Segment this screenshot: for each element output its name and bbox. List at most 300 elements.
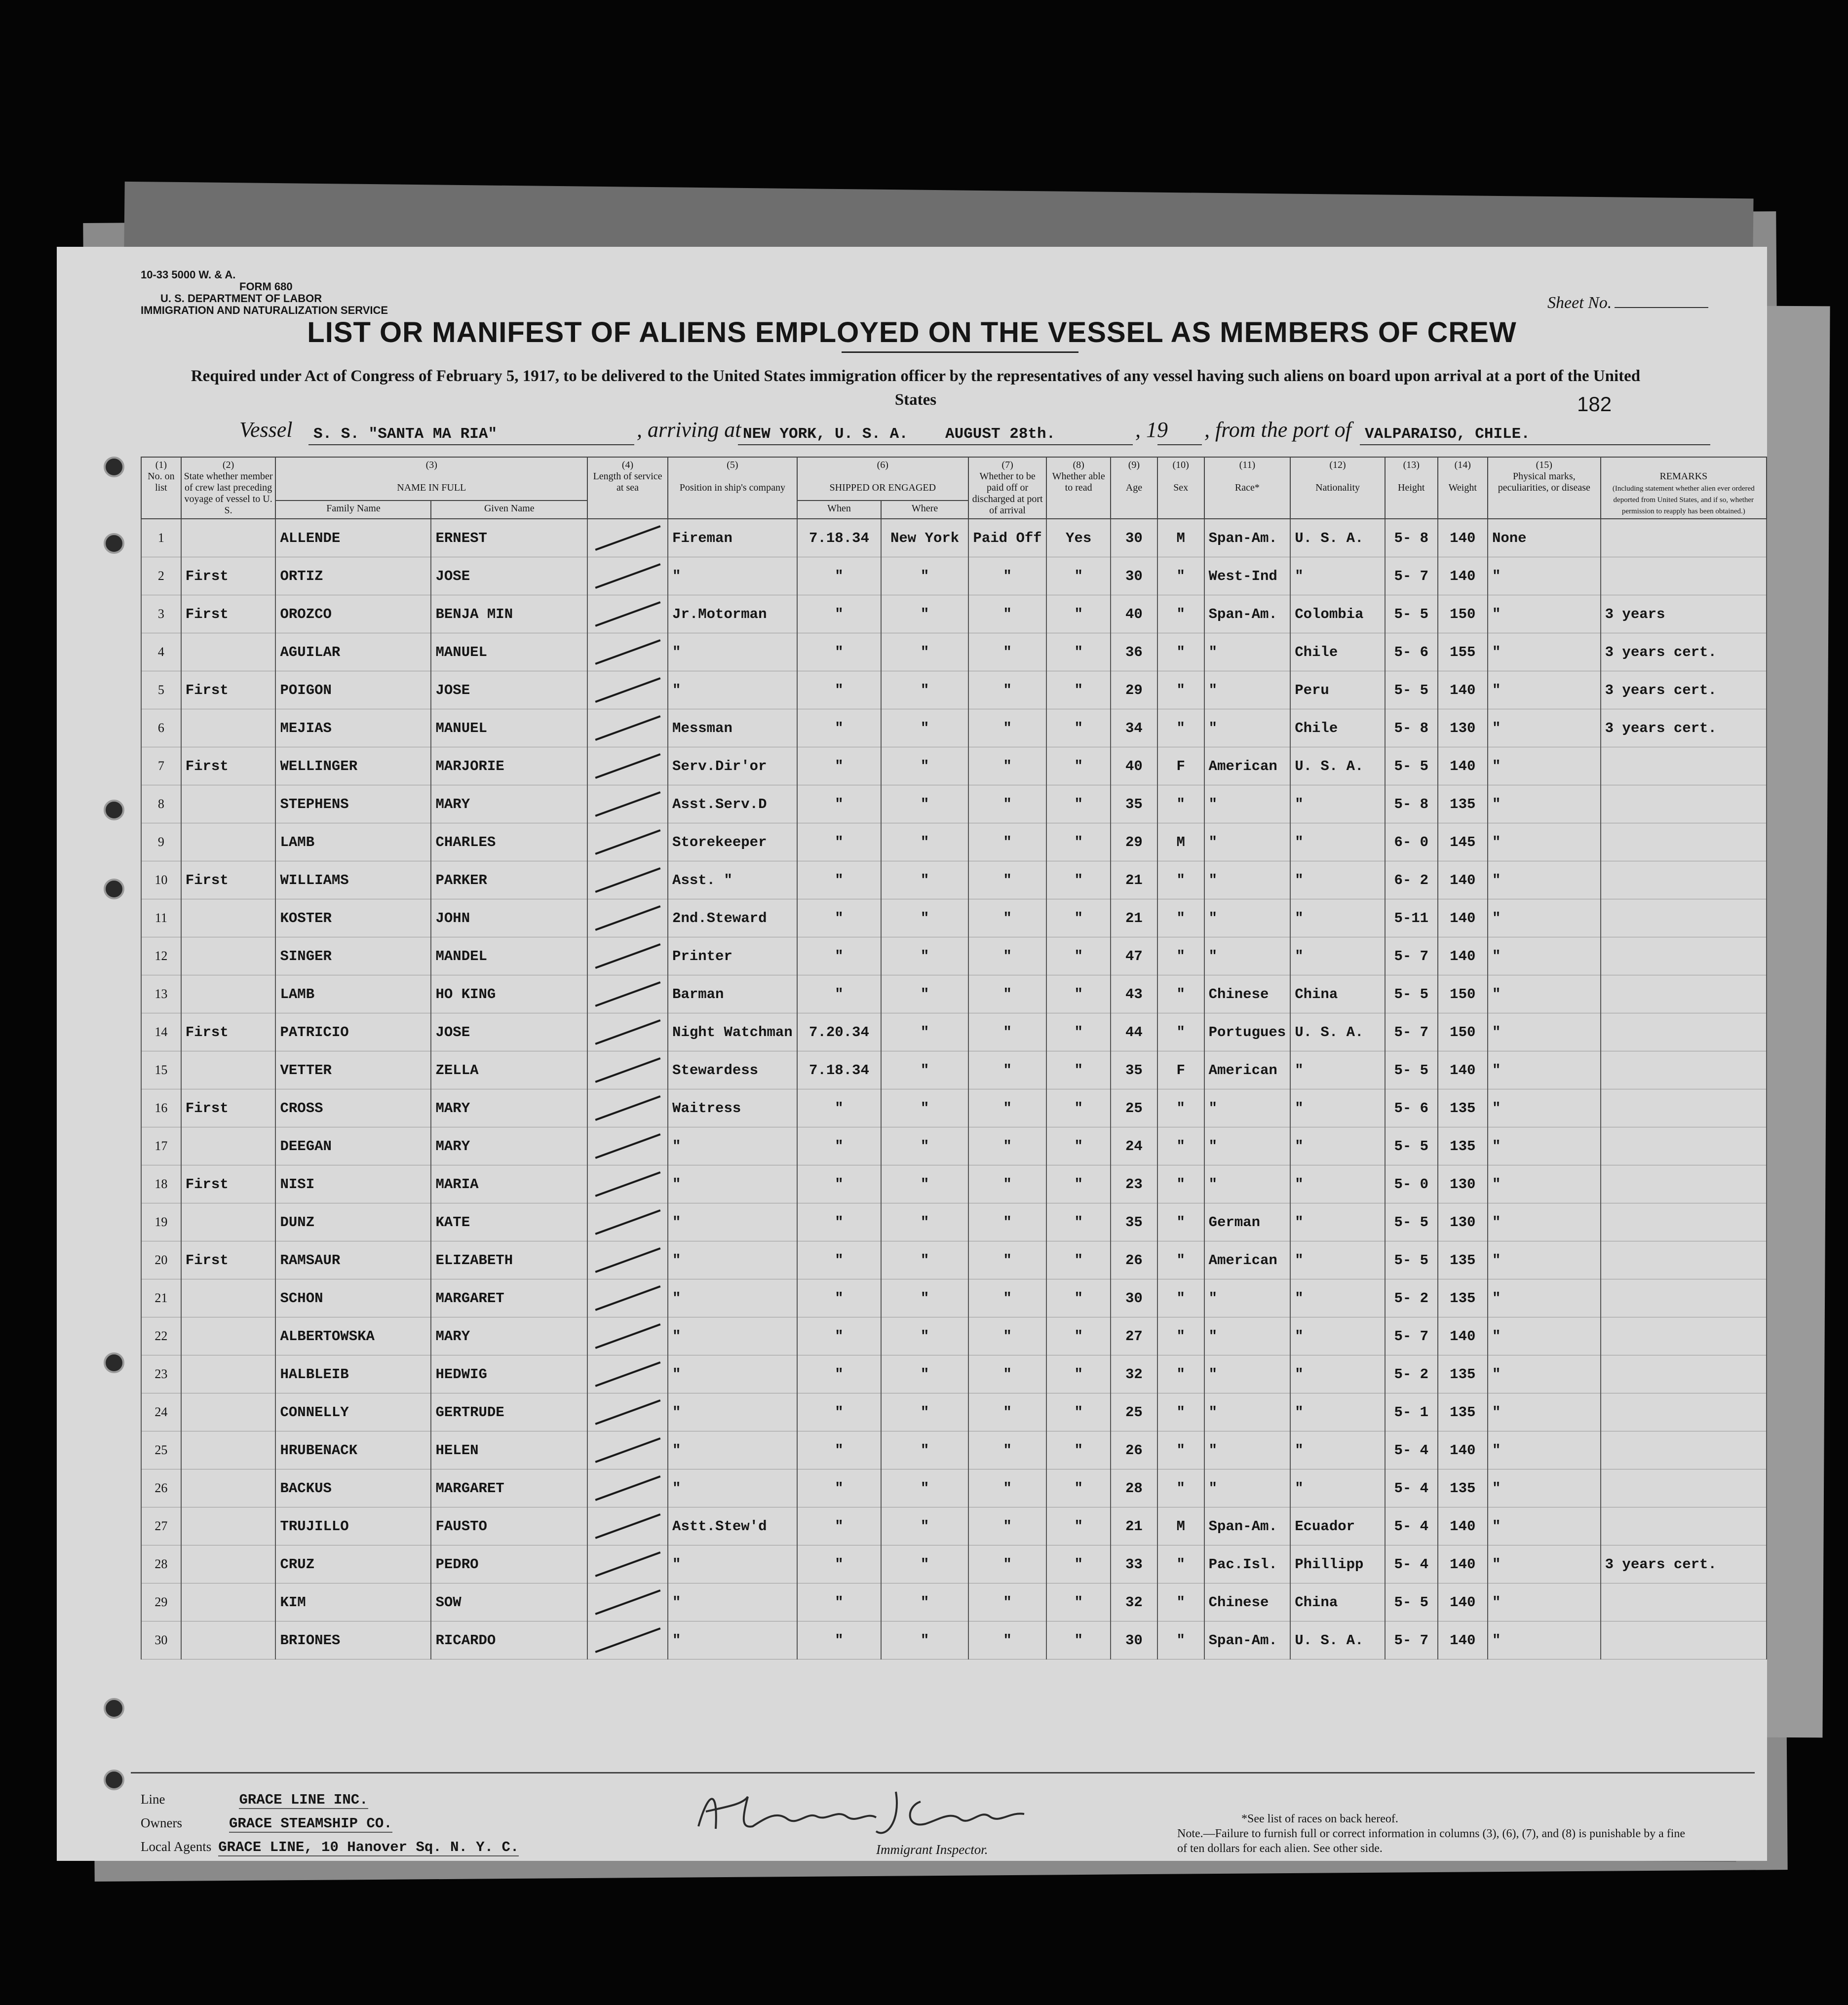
col-name: (3) NAME IN FULL [275, 457, 587, 501]
cell-weight: 140 [1438, 899, 1488, 937]
cell-prev [181, 1393, 276, 1431]
cell-weight: 140 [1438, 1621, 1488, 1659]
cell-height: 5- 2 [1385, 1279, 1438, 1317]
cell-when: " [797, 1317, 882, 1355]
cell-age: 32 [1111, 1355, 1157, 1393]
cell-sex: " [1157, 1127, 1204, 1165]
cell-svc [587, 1507, 668, 1545]
cell-sex: " [1157, 1583, 1204, 1621]
cell-marks: " [1488, 1431, 1601, 1469]
cell-read: " [1046, 1393, 1111, 1431]
cell-weight: 135 [1438, 1241, 1488, 1279]
cell-family: DEEGAN [275, 1127, 431, 1165]
cell-weight: 135 [1438, 1089, 1488, 1127]
cell-read: " [1046, 747, 1111, 785]
check-stroke [595, 943, 660, 969]
cell-given: PEDRO [431, 1545, 587, 1583]
cell-position: " [668, 1127, 797, 1165]
cell-prev [181, 709, 276, 747]
cell-weight: 150 [1438, 1013, 1488, 1051]
cell-where: " [881, 937, 968, 975]
cell-position: Messman [668, 709, 797, 747]
cell-marks: " [1488, 557, 1601, 595]
cell-no: 26 [141, 1469, 181, 1507]
cell-height: 5- 4 [1385, 1545, 1438, 1583]
cell-height: 5- 5 [1385, 1203, 1438, 1241]
cell-marks: " [1488, 823, 1601, 861]
sheet-number: Sheet No. [1547, 294, 1708, 312]
cell-age: 27 [1111, 1317, 1157, 1355]
cell-when: " [797, 785, 882, 823]
binder-hole [104, 800, 124, 820]
cell-remarks [1601, 1241, 1767, 1279]
cell-race: Portugues [1204, 1013, 1291, 1051]
cell-race: Span-Am. [1204, 595, 1291, 633]
table-row [141, 595, 1767, 633]
cell-when: " [797, 1393, 882, 1431]
cell-family: STEPHENS [275, 785, 431, 823]
check-stroke [595, 1437, 660, 1463]
cell-weight: 140 [1438, 1431, 1488, 1469]
cell-marks: " [1488, 633, 1601, 671]
cell-prev: First [181, 671, 276, 709]
cell-marks: " [1488, 1583, 1601, 1621]
cell-height: 5- 5 [1385, 1127, 1438, 1165]
cell-prev: First [181, 595, 276, 633]
cell-prev: First [181, 1013, 276, 1051]
check-stroke [595, 981, 660, 1007]
cell-nationality: " [1290, 1469, 1385, 1507]
cell-paid: " [968, 1165, 1046, 1203]
cell-remarks: 3 years cert. [1601, 709, 1767, 747]
cell-remarks: 3 years cert. [1601, 1545, 1767, 1583]
cell-race: " [1204, 1089, 1291, 1127]
cell-given: HEDWIG [431, 1355, 587, 1393]
cell-no: 14 [141, 1013, 181, 1051]
cell-family: PATRICIO [275, 1013, 431, 1051]
cell-weight: 135 [1438, 1469, 1488, 1507]
cell-where: " [881, 1545, 968, 1583]
cell-where: " [881, 1393, 968, 1431]
cell-remarks [1601, 937, 1767, 975]
cell-weight: 140 [1438, 557, 1488, 595]
cell-age: 32 [1111, 1583, 1157, 1621]
cell-height: 5- 1 [1385, 1393, 1438, 1431]
cell-where: " [881, 557, 968, 595]
cell-marks: " [1488, 709, 1601, 747]
cell-paid: " [968, 1089, 1046, 1127]
check-stroke [595, 1209, 660, 1235]
cell-read: " [1046, 1545, 1111, 1583]
cell-given: MARGARET [431, 1469, 587, 1507]
cell-no: 5 [141, 671, 181, 709]
cell-race: " [1204, 1355, 1291, 1393]
cell-paid: " [968, 595, 1046, 633]
cell-age: 30 [1111, 557, 1157, 595]
cell-no: 10 [141, 861, 181, 899]
cell-height: 5- 8 [1385, 785, 1438, 823]
crew-rows [141, 519, 1767, 1659]
service: IMMIGRATION AND NATURALIZATION SERVICE [141, 304, 388, 316]
cell-height: 5- 5 [1385, 1583, 1438, 1621]
cell-marks: " [1488, 1317, 1601, 1355]
cell-age: 43 [1111, 975, 1157, 1013]
cell-prev [181, 1279, 276, 1317]
cell-age: 30 [1111, 1279, 1157, 1317]
check-stroke [595, 1057, 660, 1083]
cell-age: 21 [1111, 1507, 1157, 1545]
cell-read: " [1046, 1165, 1111, 1203]
cell-age: 21 [1111, 899, 1157, 937]
cell-race: " [1204, 709, 1291, 747]
cell-prev [181, 1469, 276, 1507]
cell-position: Jr.Motorman [668, 595, 797, 633]
cell-nationality: " [1290, 937, 1385, 975]
cell-age: 30 [1111, 519, 1157, 557]
cell-prev [181, 1431, 276, 1469]
cell-svc [587, 1469, 668, 1507]
cell-nationality: U. S. A. [1290, 747, 1385, 785]
cell-weight: 140 [1438, 937, 1488, 975]
cell-remarks [1601, 1127, 1767, 1165]
cell-read: " [1046, 785, 1111, 823]
cell-height: 5- 7 [1385, 1621, 1438, 1659]
cell-no: 19 [141, 1203, 181, 1241]
cell-position: Asst. " [668, 861, 797, 899]
cell-marks: " [1488, 1545, 1601, 1583]
cell-weight: 140 [1438, 861, 1488, 899]
cell-no: 11 [141, 899, 181, 937]
cell-svc [587, 1583, 668, 1621]
cell-race: " [1204, 1393, 1291, 1431]
cell-paid: " [968, 1241, 1046, 1279]
table-row [141, 1355, 1767, 1393]
cell-sex: " [1157, 1165, 1204, 1203]
cell-height: 5- 6 [1385, 1089, 1438, 1127]
table-row [141, 1317, 1767, 1355]
cell-when: " [797, 1431, 882, 1469]
cell-position: " [668, 1469, 797, 1507]
cell-where: " [881, 1279, 968, 1317]
cell-when: " [797, 975, 882, 1013]
cell-when: " [797, 1241, 882, 1279]
cell-no: 2 [141, 557, 181, 595]
cell-family: POIGON [275, 671, 431, 709]
cell-position: Printer [668, 937, 797, 975]
cell-position: " [668, 1621, 797, 1659]
cell-age: 44 [1111, 1013, 1157, 1051]
cell-given: MARJORIE [431, 747, 587, 785]
cell-weight: 140 [1438, 519, 1488, 557]
cell-paid: " [968, 1127, 1046, 1165]
cell-paid: " [968, 747, 1046, 785]
cell-remarks [1601, 899, 1767, 937]
cell-nationality: " [1290, 1393, 1385, 1431]
check-stroke [595, 1133, 660, 1159]
cell-position: Barman [668, 975, 797, 1013]
cell-no: 28 [141, 1545, 181, 1583]
cell-read: " [1046, 975, 1111, 1013]
check-stroke [595, 1095, 660, 1121]
bottom-rule [131, 1772, 1755, 1774]
cell-nationality: " [1290, 861, 1385, 899]
cell-read: " [1046, 861, 1111, 899]
inspector-label: Immigrant Inspector. [876, 1842, 988, 1857]
cell-no: 7 [141, 747, 181, 785]
binder-hole [104, 457, 124, 477]
cell-when: " [797, 1279, 882, 1317]
cell-no: 17 [141, 1127, 181, 1165]
cell-age: 26 [1111, 1431, 1157, 1469]
vessel-label: Vessel [239, 418, 293, 442]
binder-hole [104, 879, 124, 899]
cell-when: " [797, 633, 882, 671]
cell-prev [181, 1203, 276, 1241]
owners-field: Owners GRACE STEAMSHIP CO. [141, 1815, 392, 1832]
cell-where: " [881, 1051, 968, 1089]
cell-position: Asst.Serv.D [668, 785, 797, 823]
cell-where: " [881, 709, 968, 747]
cell-given: BENJA MIN [431, 595, 587, 633]
cell-nationality: China [1290, 975, 1385, 1013]
cell-remarks [1601, 1317, 1767, 1355]
cell-prev [181, 785, 276, 823]
cell-svc [587, 633, 668, 671]
cell-marks: " [1488, 1279, 1601, 1317]
binder-hole [104, 1352, 124, 1373]
check-stroke [595, 1551, 660, 1577]
cell-svc [587, 785, 668, 823]
cell-nationality: " [1290, 1431, 1385, 1469]
cell-read: " [1046, 557, 1111, 595]
header-row [141, 457, 1767, 501]
cell-prev: First [181, 1089, 276, 1127]
cell-given: ELIZABETH [431, 1241, 587, 1279]
cell-weight: 140 [1438, 1507, 1488, 1545]
check-stroke [595, 867, 660, 893]
cell-no: 22 [141, 1317, 181, 1355]
cell-nationality: " [1290, 823, 1385, 861]
cell-read: " [1046, 823, 1111, 861]
cell-weight: 140 [1438, 671, 1488, 709]
cell-when: " [797, 937, 882, 975]
cell-paid: " [968, 899, 1046, 937]
cell-paid: " [968, 1507, 1046, 1545]
cell-svc [587, 1393, 668, 1431]
binder-hole [104, 1698, 124, 1719]
cell-svc [587, 975, 668, 1013]
cell-when: " [797, 1089, 882, 1127]
table-row [141, 1013, 1767, 1051]
cell-race: West-Ind [1204, 557, 1291, 595]
cell-paid: " [968, 709, 1046, 747]
cell-sex: " [1157, 1545, 1204, 1583]
col-sex: (10) Sex [1157, 457, 1204, 519]
cell-svc [587, 671, 668, 709]
cell-paid: " [968, 1013, 1046, 1051]
cell-marks: " [1488, 1127, 1601, 1165]
check-stroke [595, 791, 660, 817]
cell-read: " [1046, 1469, 1111, 1507]
cell-family: DUNZ [275, 1203, 431, 1241]
cell-given: KATE [431, 1203, 587, 1241]
form-number: FORM 680 [239, 280, 293, 293]
cell-position: Storekeeper [668, 823, 797, 861]
cell-family: ORTIZ [275, 557, 431, 595]
cell-age: 26 [1111, 1241, 1157, 1279]
cell-age: 24 [1111, 1127, 1157, 1165]
table-row [141, 1089, 1767, 1127]
check-stroke [595, 1399, 660, 1425]
table-row [141, 1469, 1767, 1507]
cell-sex: " [1157, 633, 1204, 671]
cell-prev [181, 899, 276, 937]
cell-given: ZELLA [431, 1051, 587, 1089]
cell-nationality: " [1290, 1127, 1385, 1165]
cell-prev: First [181, 747, 276, 785]
cell-age: 21 [1111, 861, 1157, 899]
cell-race: Span-Am. [1204, 1507, 1291, 1545]
cell-given: MANUEL [431, 709, 587, 747]
cell-position: Waitress [668, 1089, 797, 1127]
cell-prev [181, 1317, 276, 1355]
cell-height: 5- 5 [1385, 595, 1438, 633]
binder-hole [104, 1770, 124, 1790]
title-rule [842, 351, 1078, 353]
cell-no: 30 [141, 1621, 181, 1659]
check-stroke [595, 525, 660, 551]
cell-position: 2nd.Steward [668, 899, 797, 937]
cell-marks: " [1488, 1393, 1601, 1431]
cell-height: 6- 2 [1385, 861, 1438, 899]
cell-nationality: " [1290, 1089, 1385, 1127]
cell-svc [587, 1127, 668, 1165]
cell-sex: M [1157, 1507, 1204, 1545]
cell-race: American [1204, 747, 1291, 785]
binder-hole [104, 533, 124, 554]
table-row [141, 557, 1767, 595]
cell-where: " [881, 1241, 968, 1279]
vessel-name: S. S. "SANTA MA RIA" [313, 425, 498, 443]
cell-given: MARY [431, 785, 587, 823]
cell-race: German [1204, 1203, 1291, 1241]
cell-weight: 140 [1438, 1317, 1488, 1355]
col-when: When [797, 501, 882, 519]
cell-paid: " [968, 1317, 1046, 1355]
cell-where: " [881, 899, 968, 937]
cell-where: " [881, 671, 968, 709]
cell-race: Span-Am. [1204, 1621, 1291, 1659]
cell-remarks [1601, 557, 1767, 595]
cell-svc [587, 1545, 668, 1583]
cell-when: " [797, 1545, 882, 1583]
cell-race: " [1204, 633, 1291, 671]
cell-no: 21 [141, 1279, 181, 1317]
cell-when: " [797, 671, 882, 709]
cell-marks: " [1488, 1051, 1601, 1089]
cell-prev [181, 1545, 276, 1583]
cell-age: 25 [1111, 1089, 1157, 1127]
cell-given: JOHN [431, 899, 587, 937]
cell-remarks [1601, 1469, 1767, 1507]
table-row [141, 1241, 1767, 1279]
cell-nationality: U. S. A. [1290, 1621, 1385, 1659]
cell-remarks [1601, 747, 1767, 785]
page-number: 182 [1577, 392, 1612, 416]
cell-race: Span-Am. [1204, 519, 1291, 557]
cell-family: AGUILAR [275, 633, 431, 671]
cell-height: 5- 5 [1385, 1051, 1438, 1089]
cell-position: " [668, 557, 797, 595]
cell-where: " [881, 975, 968, 1013]
cell-when: " [797, 557, 882, 595]
cell-paid: " [968, 557, 1046, 595]
cell-remarks [1601, 1013, 1767, 1051]
cell-remarks: 3 years cert. [1601, 633, 1767, 671]
cell-prev [181, 519, 276, 557]
cell-nationality: Phillipp [1290, 1545, 1385, 1583]
cell-no: 15 [141, 1051, 181, 1089]
cell-remarks [1601, 1089, 1767, 1127]
cell-family: TRUJILLO [275, 1507, 431, 1545]
cell-nationality: " [1290, 1203, 1385, 1241]
cell-no: 20 [141, 1241, 181, 1279]
cell-race: " [1204, 1279, 1291, 1317]
cell-sex: " [1157, 1279, 1204, 1317]
cell-read: Yes [1046, 519, 1111, 557]
check-stroke [595, 1323, 660, 1349]
cell-given: HELEN [431, 1431, 587, 1469]
cell-sex: " [1157, 975, 1204, 1013]
cell-race: Chinese [1204, 975, 1291, 1013]
cell-height: 5- 8 [1385, 519, 1438, 557]
cell-position: " [668, 1545, 797, 1583]
cell-when: " [797, 709, 882, 747]
cell-family: BACKUS [275, 1469, 431, 1507]
cell-height: 5- 5 [1385, 671, 1438, 709]
cell-sex: " [1157, 709, 1204, 747]
manifest-sheet [57, 247, 1767, 1861]
crew-table [141, 457, 1767, 1659]
cell-paid: " [968, 1393, 1046, 1431]
page-title: LIST OR MANIFEST OF ALIENS EMPLOYED ON THE VESSEL AS MEMBERS OF CREW [307, 316, 1517, 348]
cell-read: " [1046, 1431, 1111, 1469]
cell-family: CRUZ [275, 1545, 431, 1583]
inspector-signature [689, 1782, 1044, 1841]
table-row [141, 1127, 1767, 1165]
cell-paid: " [968, 785, 1046, 823]
table-row [141, 1545, 1767, 1583]
col-race: (11) Race* [1204, 457, 1291, 519]
cell-marks: " [1488, 785, 1601, 823]
cell-family: ALBERTOWSKA [275, 1317, 431, 1355]
cell-paid: Paid Off [968, 519, 1046, 557]
cell-paid: " [968, 1203, 1046, 1241]
cell-family: ALLENDE [275, 519, 431, 557]
check-stroke [595, 563, 660, 589]
cell-race: " [1204, 899, 1291, 937]
cell-race: American [1204, 1241, 1291, 1279]
cell-svc [587, 1279, 668, 1317]
table-row [141, 519, 1767, 557]
cell-given: JOSE [431, 1013, 587, 1051]
check-stroke [595, 753, 660, 779]
cell-marks: " [1488, 1621, 1601, 1659]
cell-given: RICARDO [431, 1621, 587, 1659]
cell-no: 18 [141, 1165, 181, 1203]
cell-prev [181, 1507, 276, 1545]
cell-read: " [1046, 1051, 1111, 1089]
